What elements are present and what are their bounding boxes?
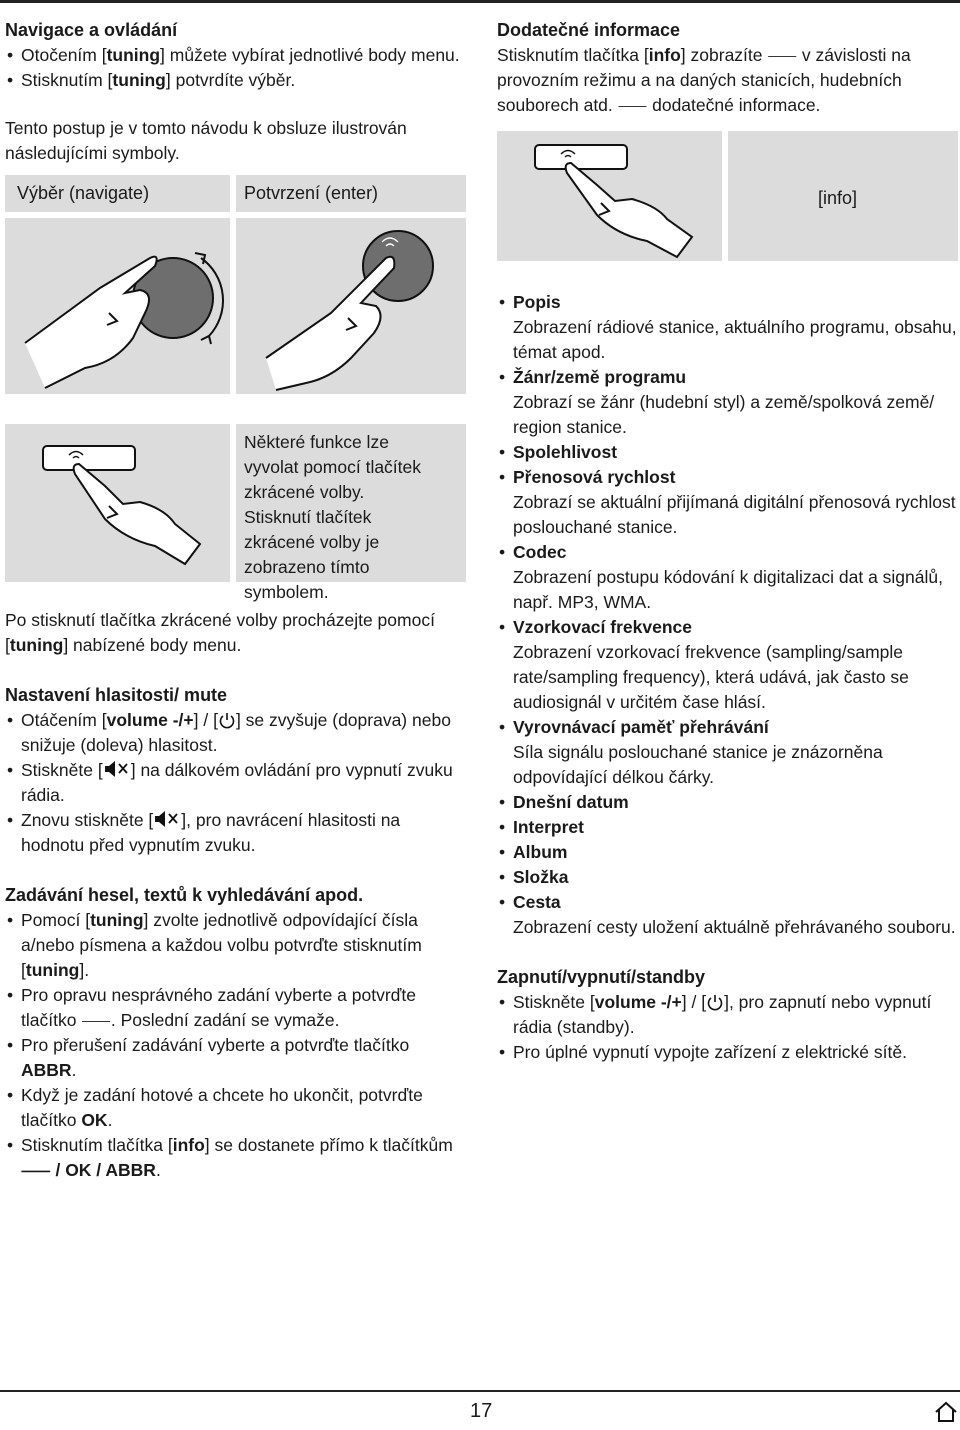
- detail-item: • Vyrovnávací paměť přehrávání Síla signálu poslouchané stanice je znázorněna odpovídající délkou čárky.: [497, 715, 959, 790]
- detail-item: • Album: [497, 840, 959, 865]
- navigation-section: [5, 18, 467, 166]
- mute-icon: [153, 809, 181, 829]
- input-item: • Pro přerušení zadávání vyberte a potvrďte tlačítko ABBR.: [5, 1033, 467, 1083]
- input-title: Zadávání hesel, textů k vyhledávání apod.: [5, 885, 364, 905]
- shortcut-note-box: [236, 424, 466, 602]
- details-section: [497, 290, 959, 1065]
- detail-item: • Přenosová rychlost Zobrazí se aktuální přijímaná digitální přenosová rychlost poslouchané stanice.: [497, 465, 959, 540]
- detail-item: • Dnešní datum: [497, 790, 959, 815]
- enter-illustration: [236, 218, 466, 394]
- shortcut-para: Po stisknutí tlačítka zkrácené volby procházejte pomocí [tuning] nabízené body menu.: [5, 610, 435, 655]
- detail-item: • Vzorkovací frekvence Zobrazení vzorkovací frekvence (sampling/sample rate/sampling frequency), která udává, jak často se audiosignál v určitém čase hlásí.: [497, 615, 959, 715]
- detail-item: • Popis Zobrazení rádiové stanice, aktuálního programu, obsahu, témat apod.: [497, 290, 959, 365]
- power-icon: [706, 993, 724, 1011]
- navigate-label: Výběr (navigate): [17, 183, 150, 203]
- nav-item: • Stisknutím [tuning] potvrdíte výběr.: [5, 68, 467, 93]
- input-item: • Pomocí [tuning] zvolte jednotlivě odpovídající čísla a/nebo písmena a každou volbu potvrďte stisknutím [tuning].: [5, 908, 467, 983]
- info-title: Dodatečné informace: [497, 20, 681, 40]
- volume-title: Nastavení hlasitosti/ mute: [5, 685, 228, 705]
- left-lower-content: [5, 608, 467, 1183]
- standby-item: • Stiskněte [volume -/+] / [ ], pro zapnutí nebo vypnutí rádia (standby).: [497, 990, 959, 1040]
- volume-item: • Otáčením [volume -/+] / [ ] se zvyšuje (doprava) nebo snižuje (doleva) hlasitost.: [5, 708, 467, 758]
- footer-rule: [0, 1390, 960, 1392]
- shortcut-illustration: [5, 424, 230, 582]
- page-number: 17: [470, 1400, 493, 1422]
- navigate-header: [5, 175, 230, 212]
- volume-item: • Znovu stiskněte [ ], pro navrácení hlasitosti na hodnotu před vypnutím zvuku.: [5, 808, 467, 858]
- info-key-box: [728, 131, 958, 261]
- nav-title: Navigace a ovládání: [5, 20, 178, 40]
- rotary-knob-icon: [5, 218, 230, 394]
- standby-list: [497, 990, 959, 1065]
- input-item: • Když je zadání hotové a chcete ho ukončit, potvrďte tlačítko OK.: [5, 1083, 467, 1133]
- top-rule: [0, 0, 960, 3]
- nav-item: • Otočením [tuning] můžete vybírat jednotlivé body menu.: [5, 43, 467, 68]
- hand-press-icon: [497, 131, 722, 261]
- nav-list: [5, 43, 467, 93]
- info-section: [497, 18, 952, 118]
- nav-para: Tento postup je v tomto návodu k obsluze ilustrován následujícími symboly.: [5, 118, 407, 163]
- detail-item: • Interpret: [497, 815, 959, 840]
- info-key-label: [info]: [818, 188, 858, 208]
- info-illustration: [497, 131, 722, 261]
- details-list: [497, 290, 959, 940]
- hand-press-icon: [5, 424, 230, 582]
- mute-icon: [103, 759, 131, 779]
- power-icon: [218, 711, 236, 729]
- enter-header: [236, 175, 466, 212]
- volume-list: [5, 708, 467, 858]
- input-item: • Pro opravu nesprávného zadání vyberte a potvrďte tlačítko ⸺. Poslední zadání se vymaže.: [5, 983, 467, 1033]
- home-icon[interactable]: [934, 1400, 958, 1424]
- volume-item: • Stiskněte [ ] na dálkovém ovládání pro vypnutí zvuku rádia.: [5, 758, 467, 808]
- standby-item: • Pro úplné vypnutí vypojte zařízení z elektrické sítě.: [497, 1040, 959, 1065]
- enter-label: Potvrzení (enter): [244, 183, 379, 203]
- detail-item: • Složka: [497, 865, 959, 890]
- input-item: • Stisknutím tlačítka [info] se dostanete přímo k tlačítkům ⸺ / OK / ABBR.: [5, 1133, 467, 1183]
- detail-item: • Žánr/země programu Zobrazí se žánr (hudební styl) a země/spolková země/ region stanice.: [497, 365, 959, 440]
- detail-item: • Codec Zobrazení postupu kódování k digitalizaci dat a signálů, např. MP3, WMA.: [497, 540, 959, 615]
- navigate-illustration: [5, 218, 230, 394]
- detail-item: • Cesta Zobrazení cesty uložení aktuálně přehrávaného souboru.: [497, 890, 959, 940]
- standby-title: Zapnutí/vypnutí/standby: [497, 967, 706, 987]
- input-list: [5, 908, 467, 1183]
- hand-press-icon: [236, 218, 466, 394]
- detail-item: • Spolehlivost: [497, 440, 959, 465]
- shortcut-text: Některé funkce lze vyvolat pomocí tlačítek zkrácené volby. Stisknutí tlačítek zkrácené volby je zobrazeno tímto symbolem.: [244, 432, 422, 602]
- info-para: Stisknutím tlačítka [info] zobrazíte ⸺ v závislosti na provozním režimu a na daných stanicích, hudebních souborech atd. ⸺ dodatečné informace.: [497, 45, 911, 115]
